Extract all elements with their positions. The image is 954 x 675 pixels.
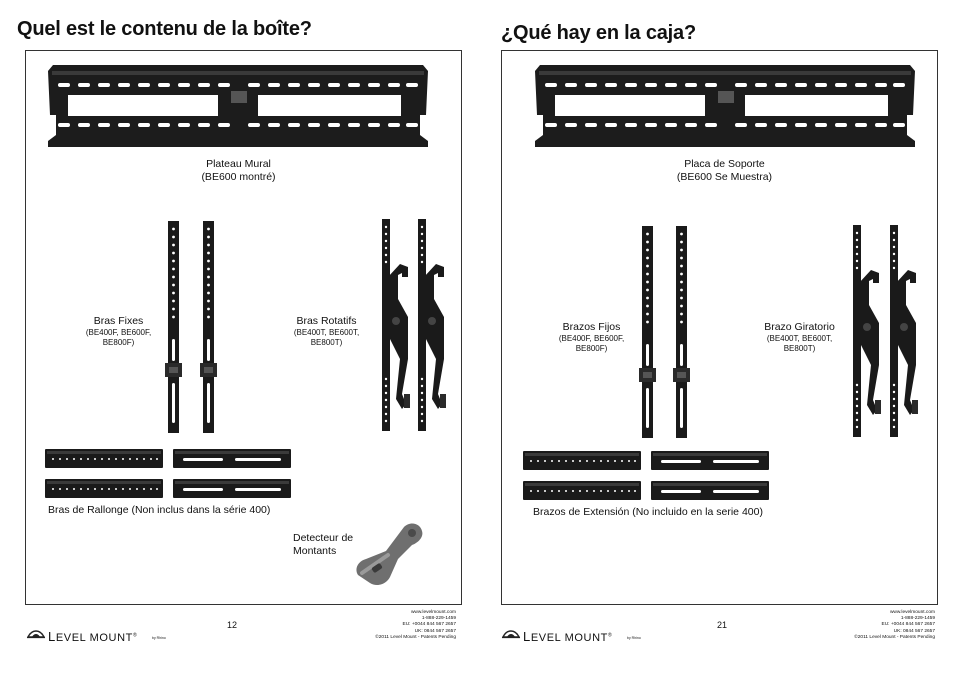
contents-frame [25,50,462,605]
fixed-arms-caption [71,315,166,348]
wall-plate-image [48,65,428,147]
fixed-arm-image [642,226,653,438]
swivel-arms-models-1: (BE400T, BE600T, [766,334,833,343]
contact-phone: 1-888-229-1459 [421,616,456,622]
fixed-arms-name: Bras Fixes [93,315,144,327]
logo-word: EVEL MOUNT [55,632,133,644]
swivel-arm-image [382,219,412,431]
stud-finder-image [352,521,424,589]
wall-plate-name: Plateau Mural [206,158,271,170]
logo-registered: ® [132,632,138,639]
page-number: 21 [717,620,728,630]
page-title: Quel est le contenu de la boîte? [17,18,312,40]
extension-arms-caption: Bras de Rallonge (Non inclus dans la série 400) [48,504,271,516]
extension-arm-image [45,479,163,498]
wall-plate-note: (BE600 Se Muestra) [676,171,773,183]
stud-finder-caption [293,532,353,558]
contact-website: www.levelmount.com [410,610,456,615]
swivel-arms-name: Bras Rotatifs [296,315,357,327]
wall-plate-note: (BE600 montré) [201,171,276,183]
extension-arm-image [523,451,641,470]
level-mount-logo [28,628,188,642]
swivel-arms-caption [752,321,847,354]
contact-phone: 1-888-229-1459 [900,616,935,622]
fixed-arms-models-2: BE800F) [575,344,608,353]
page-title: ¿Qué hay en la caja? [501,22,696,44]
extension-arm-image [173,479,291,498]
logo-wordmark [523,629,612,644]
page-number: 12 [227,620,238,630]
fixed-arms-name: Brazos Fijos [562,321,621,333]
logo-mark-letter: L [523,629,531,644]
swivel-arms-models-2: BE800T) [310,338,343,347]
swivel-arms-models-2: BE800T) [783,344,816,353]
fixed-arms-models-1: (BE400F, BE600F, [558,334,625,343]
contact-copyright: ©2011 Level Mount - Patents Pending [375,634,456,640]
extension-arm-image [45,449,163,468]
extension-arm-image [651,481,769,500]
extension-arms-caption: Brazos de Extensión (No incluido en la serie 400) [533,506,763,518]
wall-plate-caption [156,158,321,184]
fixed-arms-models-1: (BE400F, BE600F, [85,328,152,337]
swivel-arm-image [853,225,883,437]
contact-uk: UK: 0844 567 2657 [414,628,456,634]
logo-mark-letter: L [48,629,56,644]
contact-website: www.levelmount.com [889,610,935,615]
extension-arm-image [523,481,641,500]
logo-tagline: by Rhino [152,636,166,640]
fixed-arms-models-2: BE800F) [102,338,135,347]
contact-eu: EU: +0044 844 567 2657 [881,622,935,628]
level-mount-logo-icon [28,628,46,640]
stud-finder-line-2: Montants [293,545,337,557]
fixed-arm-image [203,221,214,433]
contact-eu: EU: +0044 844 567 2657 [402,622,456,628]
swivel-arms-name: Brazo Giratorio [764,321,835,333]
contact-copyright: ©2011 Level Mount - Patents Pending [854,634,935,640]
contents-frame [501,50,938,605]
page-right [477,0,954,675]
logo-tagline: by Rhino [627,636,641,640]
contact-block [330,610,456,641]
extension-arm-image [173,449,291,468]
logo-registered: ® [607,632,613,639]
swivel-arm-image [418,219,448,431]
contact-block [809,610,935,641]
wall-plate-caption [642,158,807,184]
stud-finder-line-1: Detecteur de [293,532,354,544]
extension-arm-image [651,451,769,470]
logo-wordmark [48,629,137,644]
wall-plate-image [535,65,915,147]
fixed-arm-image [168,221,179,433]
logo-word: EVEL MOUNT [530,632,608,644]
swivel-arm-image [890,225,920,437]
level-mount-logo-icon [503,628,521,640]
level-mount-logo [503,628,663,642]
wall-plate-name: Placa de Soporte [684,158,765,170]
swivel-arms-models-1: (BE400T, BE600T, [293,328,360,337]
swivel-arms-caption [279,315,374,348]
contact-uk: UK: 0844 567 2657 [893,628,935,634]
fixed-arms-caption [544,321,639,354]
fixed-arm-image [676,226,687,438]
